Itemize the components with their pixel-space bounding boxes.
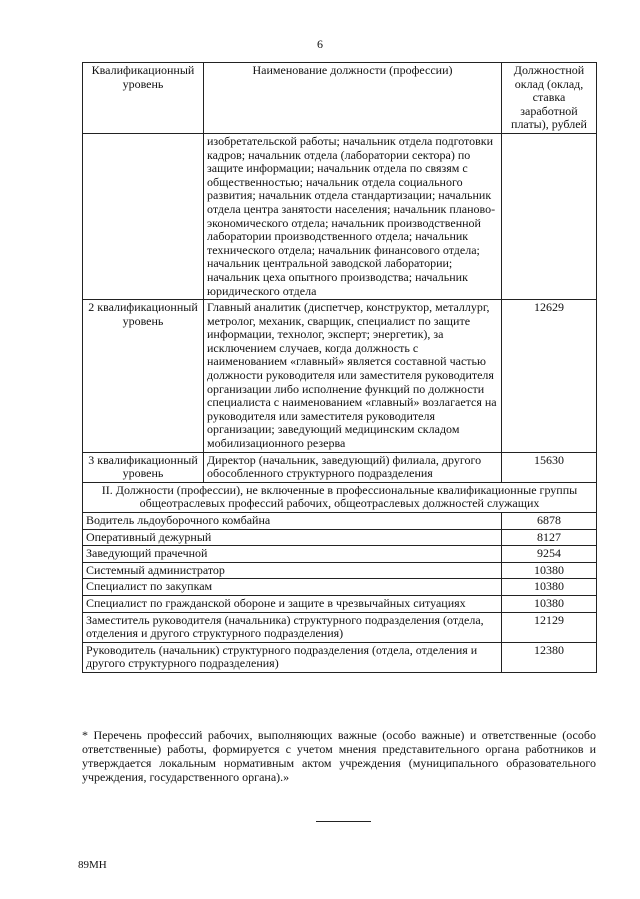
table-row [83,579,597,596]
row-position: Заведующий прачечной [83,546,502,563]
table-row [83,529,597,546]
table-header-row [83,63,597,134]
row-position: изобретательской работы; начальник отдела подготовки кадров; начальник отдела (лаборатории сектора) по защите информации; начальник отдела по связям с общественностью; начальник отдела социального развития; начальник отдела стандартизации; начальник отдела центра занятости населения; начальник планово-экономического отдела; начальник производственной лаборатории производственного отдела; начальник технического отдела; начальник финансового отдела; начальник центральной заводской лаборатории; начальник цеха опытного производства; начальник юридического отдела [204,133,502,299]
table-row [83,612,597,642]
row-level [83,133,204,299]
row-salary: 6878 [502,513,597,530]
header-salary: Должностной оклад (оклад, ставка заработной платы), рублей [502,63,597,134]
row-salary: 10380 [502,562,597,579]
footnote: * Перечень профессий рабочих, выполняющих важные (особо важные) и ответственные (особо ответственные) работы, формируется с учетом мнения представительного органа работников и утверждается локальным нормативным актом учреждения (муниципального образовательного учреждения, государственного органа).» [82,728,596,784]
row-position: Специалист по закупкам [83,579,502,596]
section-title-row [83,482,597,512]
table-row [83,300,597,453]
row-position: Специалист по гражданской обороне и защите в чрезвычайных ситуациях [83,595,502,612]
table-row [83,513,597,530]
separator-line [316,821,371,822]
table-row [83,595,597,612]
section-title: II. Должности (профессии), не включенные в профессиональные квалификационные группы общеотраслевых профессий рабочих, общеотраслевых должностей служащих [83,482,597,512]
row-salary: 10380 [502,595,597,612]
header-position: Наименование должности (профессии) [204,63,502,134]
row-position: Водитель льдоуборочного комбайна [83,513,502,530]
page-number: 6 [317,37,323,51]
row-level: 2 квалификационный уровень [83,300,204,453]
table-row [83,452,597,482]
row-salary: 10380 [502,579,597,596]
row-salary: 12380 [502,642,597,672]
table-row [83,133,597,299]
row-position: Главный аналитик (диспетчер, конструктор, металлург, метролог, механик, сварщик, специалист по защите информации, технолог, эксперт; энергетик), за исключением случаев, когда должность с наименованием «главный» является составной частью должности руководителя или заместителя руководителя организации либо исполнение функций по должности специалиста с наименованием «главный» возлагается на руководителя или заместителя руководителя организации; заведующий медицинским складом мобилизационного резерва [204,300,502,453]
row-salary: 15630 [502,452,597,482]
row-salary: 12629 [502,300,597,453]
row-level: 3 квалификационный уровень [83,452,204,482]
row-salary [502,133,597,299]
table-row [83,546,597,563]
table-row [83,562,597,579]
row-salary: 9254 [502,546,597,563]
row-position: Руководитель (начальник) структурного подразделения (отдела, отделения и другого структурного подразделения) [83,642,502,672]
row-salary: 12129 [502,612,597,642]
row-position: Заместитель руководителя (начальника) структурного подразделения (отдела, отделения и другого структурного подразделения) [83,612,502,642]
row-position: Системный администратор [83,562,502,579]
header-level: Квалификационный уровень [83,63,204,134]
document-code: 89МН [78,859,107,871]
row-position: Директор (начальник, заведующий) филиала, другого обособленного структурного подразделения [204,452,502,482]
row-salary: 8127 [502,529,597,546]
row-position: Оперативный дежурный [83,529,502,546]
table-row [83,642,597,672]
salary-table [82,62,597,673]
